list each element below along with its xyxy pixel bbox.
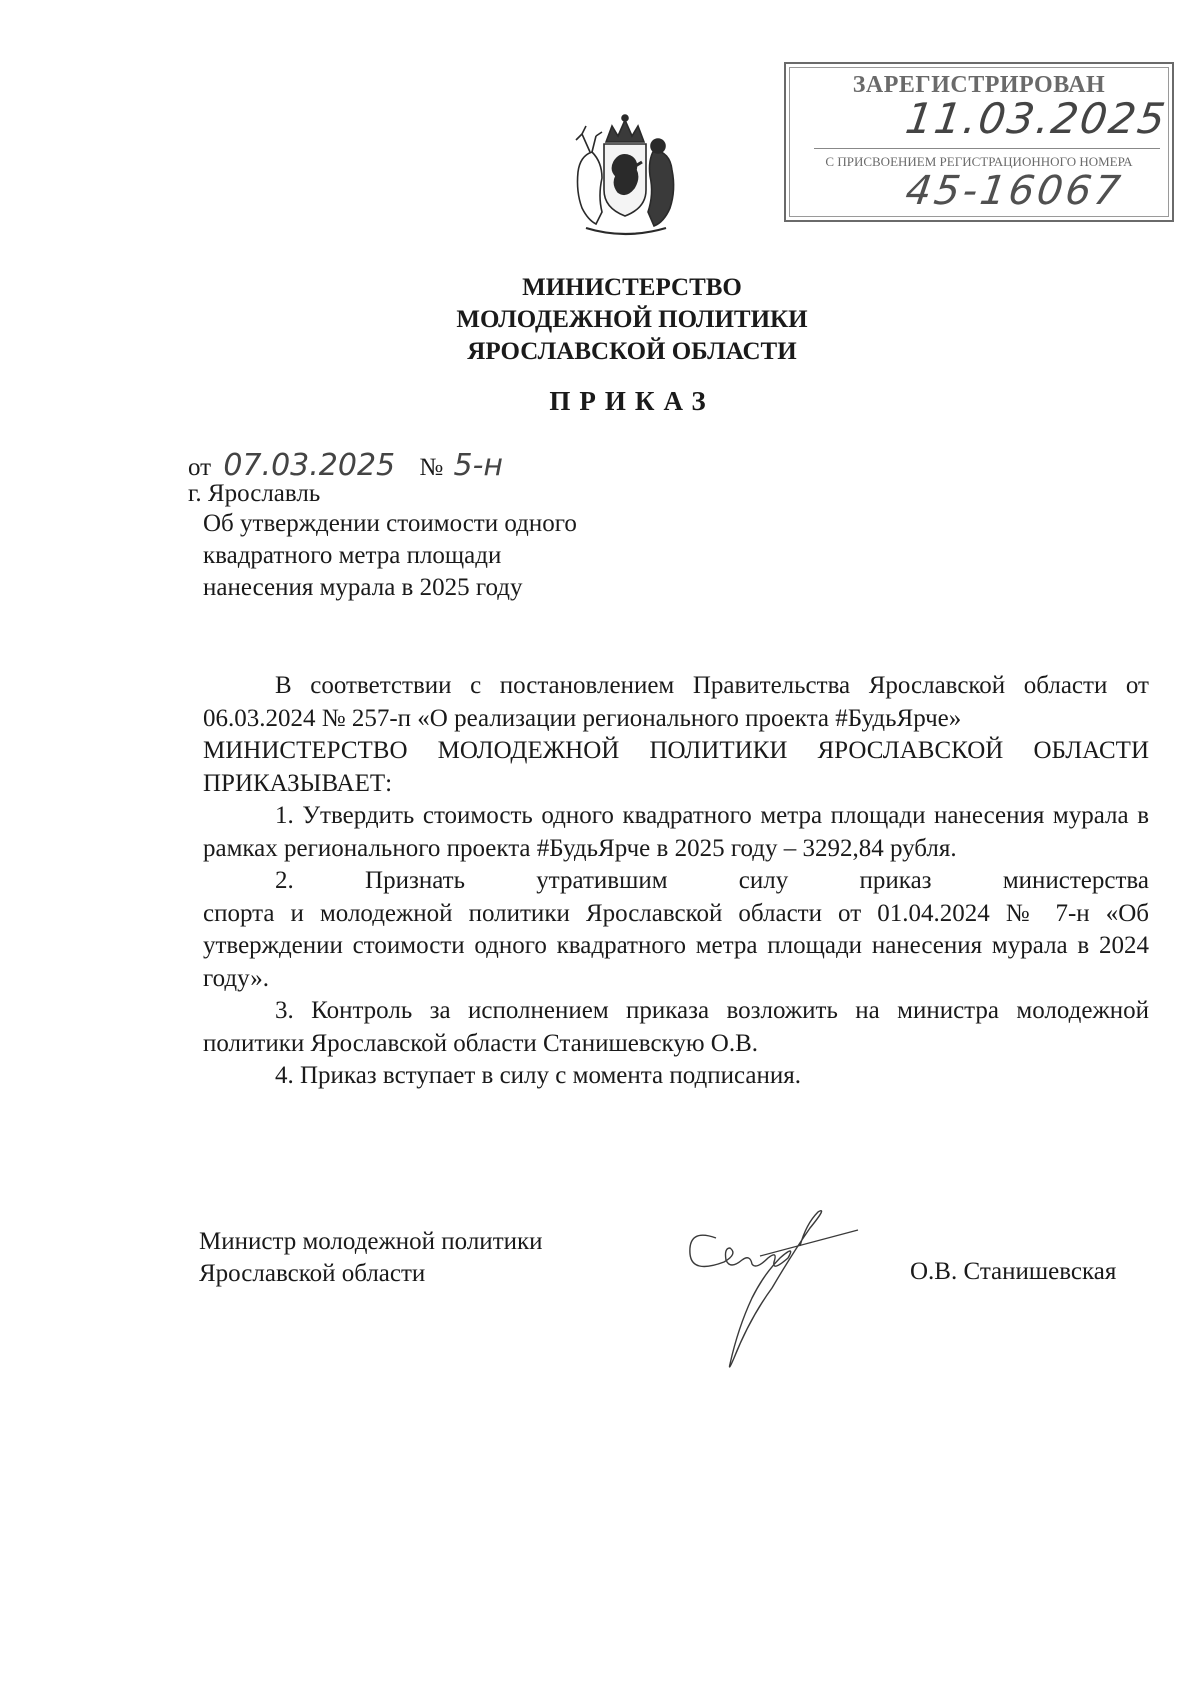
position-line-1: Министр молодежной политики <box>199 1228 543 1255</box>
item-2-first-line: 2. Признать утратившим силу приказ министерства <box>275 867 1149 894</box>
subject-line-1: Об утверждении стоимости одного <box>203 510 577 537</box>
date-prefix: от <box>188 454 212 481</box>
document-type-title: ПРИКАЗ <box>549 386 715 416</box>
resolution: МИНИСТЕРСТВО МОЛОДЕЖНОЙ ПОЛИТИКИ ЯРОСЛАВСКОЙ ОБЛАСТИ ПРИКАЗЫВАЕТ: <box>203 737 1149 797</box>
order-body <box>203 670 1149 1093</box>
item-2-rest: спорта и молодежной политики Ярославской области от 01.04.2024 № 7-н «Об утверждении стоимости одного квадратного метра площади нанесения мурала в 2024 году». <box>203 899 1149 992</box>
signatory-name: О.В. Станишевская <box>910 1258 1117 1285</box>
coat-of-arms-icon <box>562 112 688 242</box>
stamp-subtitle: С ПРИСВОЕНИЕМ РЕГИСТРАЦИОННОГО НОМЕРА <box>825 154 1133 169</box>
ministry-line-1: МИНИСТЕРСТВО <box>522 274 742 301</box>
item-1: 1. Утвердить стоимость одного квадратного метра площади нанесения мурала в рамках регионального проекта #БудьЯрче в 2025 году – 3292,84 рубля. <box>203 802 1149 862</box>
ministry-line-3: ЯРОСЛАВСКОЙ ОБЛАСТИ <box>467 338 797 365</box>
ministry-line-2: МОЛОДЕЖНОЙ ПОЛИТИКИ <box>456 306 808 333</box>
preamble: В соответствии с постановлением Правительства Ярославской области от 06.03.2024 № 257-п «О реализации регионального проекта #БудьЯрче» <box>203 672 1149 732</box>
order-number: 5-н <box>453 448 504 483</box>
order-date: 07.03.2025 <box>223 448 396 483</box>
item-4: 4. Приказ вступает в силу с момента подписания. <box>275 1062 801 1089</box>
stamp-date: 11.03.2025 <box>902 94 1170 143</box>
position-line-2: Ярославской области <box>199 1260 426 1287</box>
handwritten-signature <box>668 1188 868 1378</box>
stamp-divider <box>814 148 1160 149</box>
ministry-header <box>0 272 1200 368</box>
registration-stamp <box>784 62 1174 222</box>
stamp-title: ЗАРЕГИСТРИРОВАН <box>852 72 1106 98</box>
signatory-position <box>199 1226 543 1290</box>
number-prefix: № <box>419 454 444 481</box>
order-city: г. Ярославль <box>188 480 321 507</box>
item-3: 3. Контроль за исполнением приказа возложить на министра молодежной политики Ярославской области Станишевскую О.В. <box>203 997 1149 1057</box>
subject-line-2: квадратного метра площади <box>203 542 502 569</box>
order-subject <box>203 508 577 604</box>
stamp-reg-number: 45-16067 <box>902 168 1126 214</box>
order-date-line <box>188 448 503 483</box>
subject-line-3: нанесения мурала в 2025 году <box>203 574 523 601</box>
